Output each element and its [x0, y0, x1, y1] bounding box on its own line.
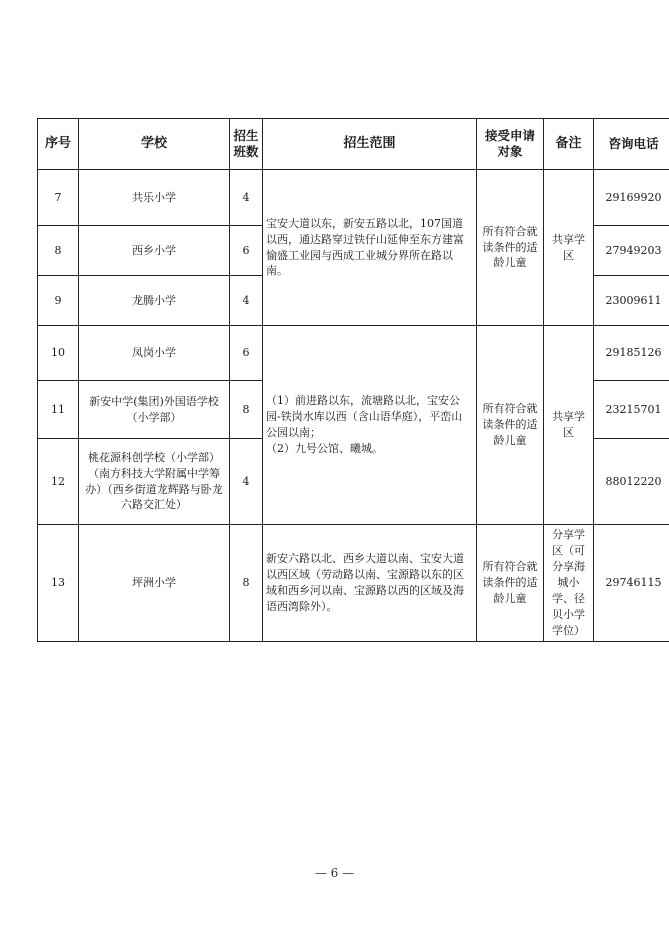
enrollment-table: [37, 118, 669, 642]
row-classes: 4: [230, 170, 263, 226]
row-school: 龙腾小学: [79, 276, 230, 326]
header-school: 学校: [79, 119, 230, 170]
row-school: 凤岗小学: [79, 326, 230, 381]
group-target: 所有符合就读条件的适龄儿童: [477, 170, 544, 326]
row-school: 西乡小学: [79, 226, 230, 276]
range-line: （2）九号公馆、曦城。: [266, 441, 383, 455]
group-note: 共享学区: [544, 170, 594, 326]
row-school: 桃花源科创学校（小学部）（南方科技大学附属中学筹办）（西乡街道龙辉路与卧龙六路交汇处）: [79, 439, 230, 525]
row-school: 新安中学(集团)外国语学校（小学部）: [79, 381, 230, 439]
row-classes: 8: [230, 525, 263, 642]
group-note: 共享学区: [544, 326, 594, 525]
group-range: [263, 326, 477, 525]
row-phone: 27949203: [594, 226, 669, 276]
row-classes: 6: [230, 226, 263, 276]
row-no: 13: [38, 525, 79, 642]
header-phone: 咨询电话: [594, 119, 669, 170]
row-no: 12: [38, 439, 79, 525]
table-row: [38, 525, 669, 642]
group-note: 分享学区（可分享海城小学、径贝小学学位）: [544, 525, 594, 642]
header-range: 招生范围: [263, 119, 477, 170]
row-no: 10: [38, 326, 79, 381]
row-no: 8: [38, 226, 79, 276]
row-no: 7: [38, 170, 79, 226]
row-classes: 8: [230, 381, 263, 439]
header-no: 序号: [38, 119, 79, 170]
group-target: 所有符合就读条件的适龄儿童: [477, 326, 544, 525]
table-row: [38, 326, 669, 381]
row-classes: 6: [230, 326, 263, 381]
page-number: — 6 —: [314, 866, 355, 880]
group-target: 所有符合就读条件的适龄儿童: [477, 525, 544, 642]
header-note: 备注: [544, 119, 594, 170]
row-phone: 23009611: [594, 276, 669, 326]
row-phone: 29169920: [594, 170, 669, 226]
group-range: 宝安大道以东，新安五路以北，107国道以西，通达路穿过铁仔山延伸至东方建富愉盛工业园与西成工业城分界所在路以南。: [263, 170, 477, 326]
row-phone: 29185126: [594, 326, 669, 381]
group-range: 新安六路以北、西乡大道以南、宝安大道以西区域（劳动路以南、宝源路以东的区域和西乡河以南、宝源路以西的区域及海语西湾除外）。: [263, 525, 477, 642]
row-phone: 29746115: [594, 525, 669, 642]
row-classes: 4: [230, 439, 263, 525]
table-row: [38, 170, 669, 226]
row-phone: 23215701: [594, 381, 669, 439]
row-no: 9: [38, 276, 79, 326]
header-target: 接受申请对象: [477, 119, 544, 170]
row-school: 坪洲小学: [79, 525, 230, 642]
row-no: 11: [38, 381, 79, 439]
header-classes: 招生班数: [230, 119, 263, 170]
range-line: （1）前进路以东，流塘路以北，宝安公园-铁岗水库以西（含山语华庭），平峦山公园以南；: [266, 394, 463, 439]
row-school: 共乐小学: [79, 170, 230, 226]
row-classes: 4: [230, 276, 263, 326]
row-phone: 88012220: [594, 439, 669, 525]
table-header-row: [38, 119, 669, 170]
